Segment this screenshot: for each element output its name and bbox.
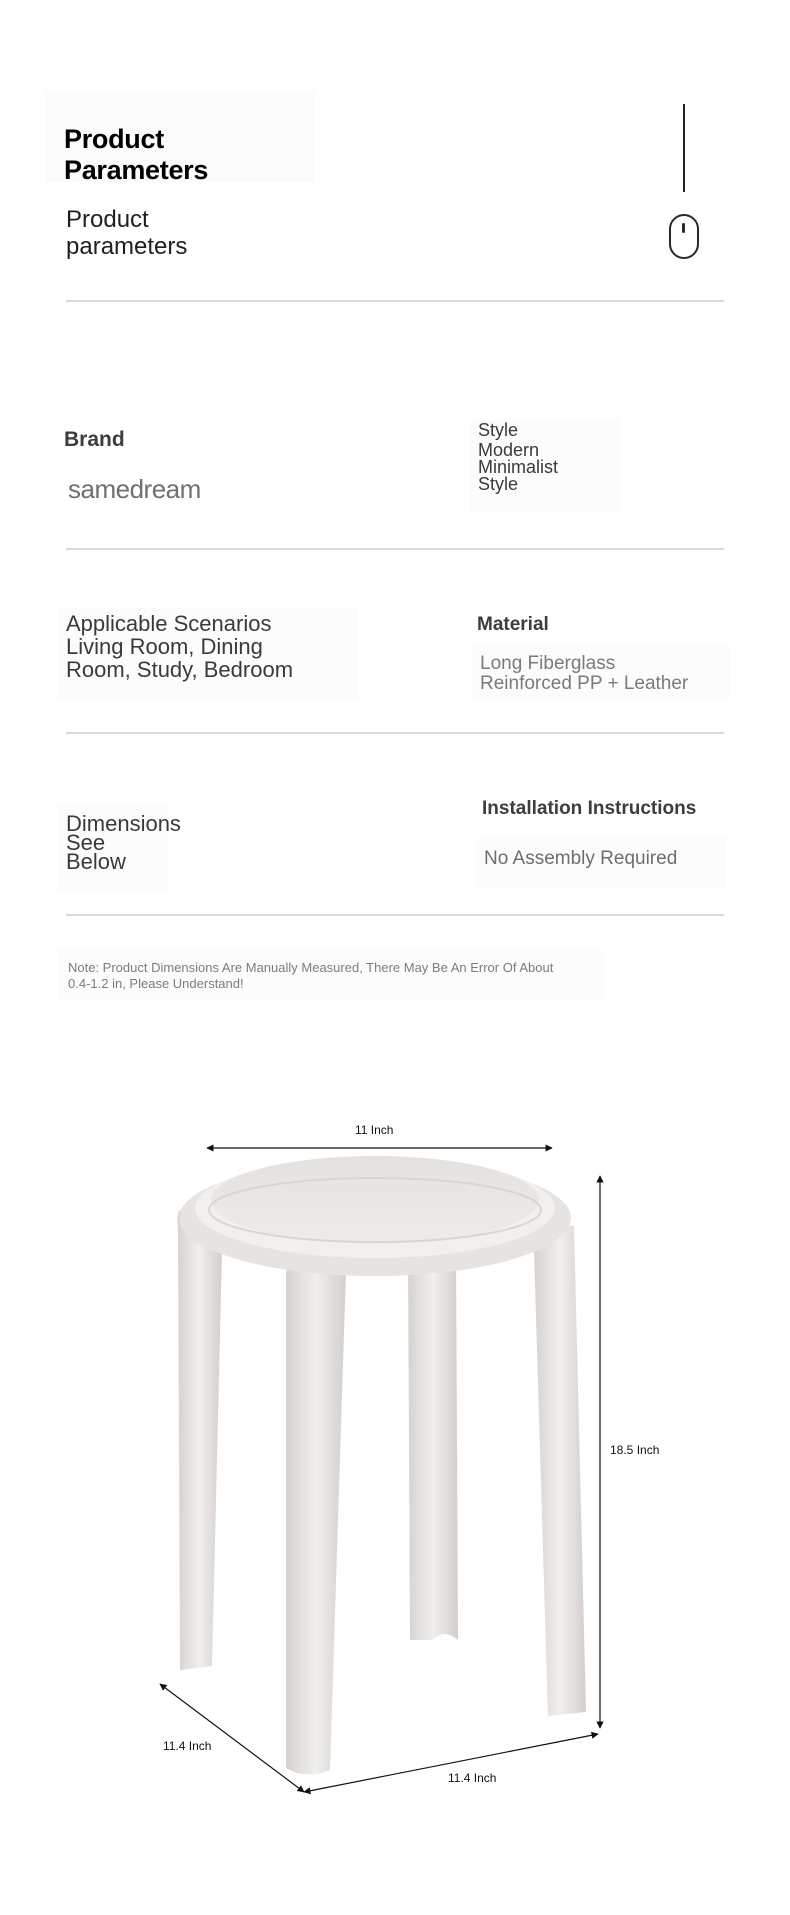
height-label: 18.5 Inch [610,1443,660,1457]
note-line-2: 0.4-1.2 in, Please Understand! [68,976,244,991]
measurement-note [58,950,603,1000]
dimensions-block [58,804,181,890]
scenarios-value-line-2: Room, Study, Bedroom [66,657,294,682]
material-value [472,646,730,698]
mouse-scroll-icon [669,214,699,259]
dimensions-value: See Below [66,830,126,874]
subtitle-line-2: parameters [66,233,188,260]
style-value-line-1: Modern [478,440,540,460]
stool-seat-cushion [211,1156,539,1244]
mouse-wheel [682,223,685,233]
stool-right-leg [534,1220,586,1716]
stool-left-leg [178,1210,223,1670]
brand-value: samedream [68,474,201,504]
scenarios-block [58,608,358,698]
width-label: 11 Inch [355,1123,394,1137]
installation-value: No Assembly Required [476,838,726,888]
scroll-indicator-line [683,104,685,192]
material-value-line-2: Reinforced PP + Leather [480,673,689,694]
brand-label: Brand [64,428,125,451]
scenarios-label: Applicable Scenarios [66,611,272,636]
material-label: Material [477,614,549,635]
stool-back-leg [408,1250,458,1640]
section-subtitle [66,206,266,260]
depth-right-label: 11.4 Inch [448,1771,497,1785]
divider [66,914,724,916]
scenarios-value-line-1: Living Room, Dining [66,634,263,659]
dimensions-label: Dimensions [66,811,181,836]
subtitle-line-1: Product [66,206,149,233]
material-value-line-1: Long Fiberglass [480,653,616,674]
stool-dimension-figure [0,1100,790,1900]
note-line-1: Note: Product Dimensions Are Manually Measured, There May Be An Error Of About [68,960,554,975]
style-label: Style [478,420,519,440]
divider [66,548,724,550]
installation-label: Installation Instructions [482,798,697,819]
style-block [470,420,620,512]
divider [66,732,724,734]
page-title: Product Parameters [46,92,314,182]
stool-front-leg [286,1240,346,1775]
depth-left-arrow [160,1684,304,1792]
divider [66,300,724,302]
style-value-line-2: Minimalist [478,457,559,477]
depth-left-label: 11.4 Inch [163,1739,212,1753]
style-value-line-3: Style [478,474,519,494]
